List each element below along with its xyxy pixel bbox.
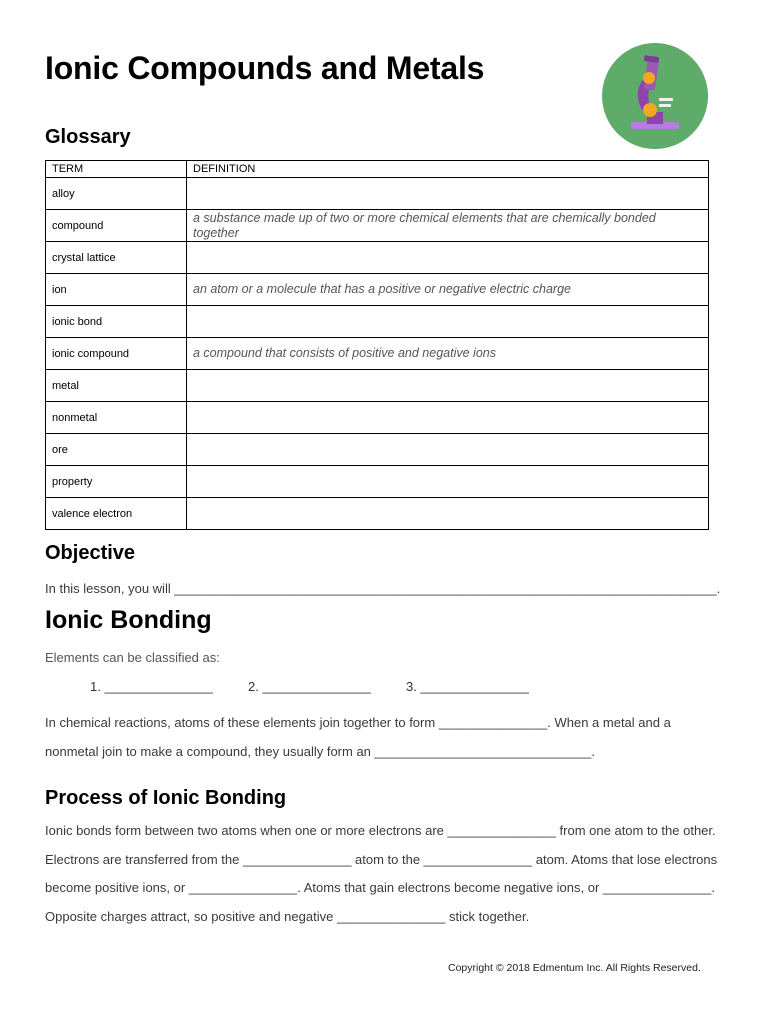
glossary-table xyxy=(45,160,709,530)
ionic-bonding-heading: Ionic Bonding xyxy=(45,606,212,634)
copyright-notice: Copyright © 2018 Edmentum Inc. All Rights Reserved. xyxy=(448,962,701,974)
classification-blank-3[interactable]: 3. _______________ xyxy=(406,679,529,694)
definition-cell[interactable]: an atom or a molecule that has a positive or negative electric charge xyxy=(187,274,709,306)
term-cell: property xyxy=(46,466,187,498)
objective-text[interactable]: In this lesson, you will ___________________________________________________________________________. xyxy=(45,581,721,596)
term-cell: compound xyxy=(46,210,187,242)
table-row xyxy=(46,306,709,338)
classification-blank-1[interactable]: 1. _______________ xyxy=(90,679,213,694)
term-cell: crystal lattice xyxy=(46,242,187,274)
table-row xyxy=(46,242,709,274)
definition-cell[interactable] xyxy=(187,466,709,498)
definition-cell[interactable]: a substance made up of two or more chemical elements that are chemically bonded together xyxy=(187,210,709,242)
term-cell: alloy xyxy=(46,178,187,210)
table-row xyxy=(46,370,709,402)
classification-blank-2[interactable]: 2. _______________ xyxy=(248,679,371,694)
table-row xyxy=(46,338,709,370)
table-row xyxy=(46,274,709,306)
term-cell: nonmetal xyxy=(46,402,187,434)
term-cell: valence electron xyxy=(46,498,187,530)
table-row xyxy=(46,210,709,242)
table-row xyxy=(46,466,709,498)
definition-cell[interactable] xyxy=(187,370,709,402)
microscope-icon xyxy=(601,42,709,150)
definition-cell[interactable] xyxy=(187,498,709,530)
term-cell: ion xyxy=(46,274,187,306)
objective-heading: Objective xyxy=(45,542,136,564)
table-row xyxy=(46,402,709,434)
definition-cell[interactable]: a compound that consists of positive and negative ions xyxy=(187,338,709,370)
process-heading: Process of Ionic Bonding xyxy=(45,787,287,809)
definition-cell[interactable] xyxy=(187,242,709,274)
classification-prompt: Elements can be classified as: xyxy=(45,650,220,665)
definition-cell[interactable] xyxy=(187,306,709,338)
glossary-heading: Glossary xyxy=(45,126,131,148)
term-column-header: TERM xyxy=(46,161,187,178)
term-cell: ionic bond xyxy=(46,306,187,338)
definition-cell[interactable] xyxy=(187,178,709,210)
term-cell: ore xyxy=(46,434,187,466)
definition-column-header: DEFINITION xyxy=(187,161,709,178)
chemical-reactions-paragraph[interactable]: In chemical reactions, atoms of these elements join together to form _______________. When a metal and a nonmetal join to make a compound, they usually form an ______________________________. xyxy=(45,715,671,759)
page-title: Ionic Compounds and Metals xyxy=(45,50,485,86)
term-cell: ionic compound xyxy=(46,338,187,370)
term-cell: metal xyxy=(46,370,187,402)
glossary-header-row xyxy=(46,161,709,178)
definition-cell[interactable] xyxy=(187,434,709,466)
table-row xyxy=(46,498,709,530)
process-paragraph[interactable]: Ionic bonds form between two atoms when one or more electrons are _______________ from one atom to the other. Electrons are transferred from the _______________ atom to the _______________ atom. Atoms that lose electrons become positive ions, or _______________. Atoms that gain electrons become negative ions, or _______________. Opposite charges attract, so positive and negative _______________ stick together. xyxy=(45,823,718,924)
table-row xyxy=(46,178,709,210)
definition-cell[interactable] xyxy=(187,402,709,434)
table-row xyxy=(46,434,709,466)
